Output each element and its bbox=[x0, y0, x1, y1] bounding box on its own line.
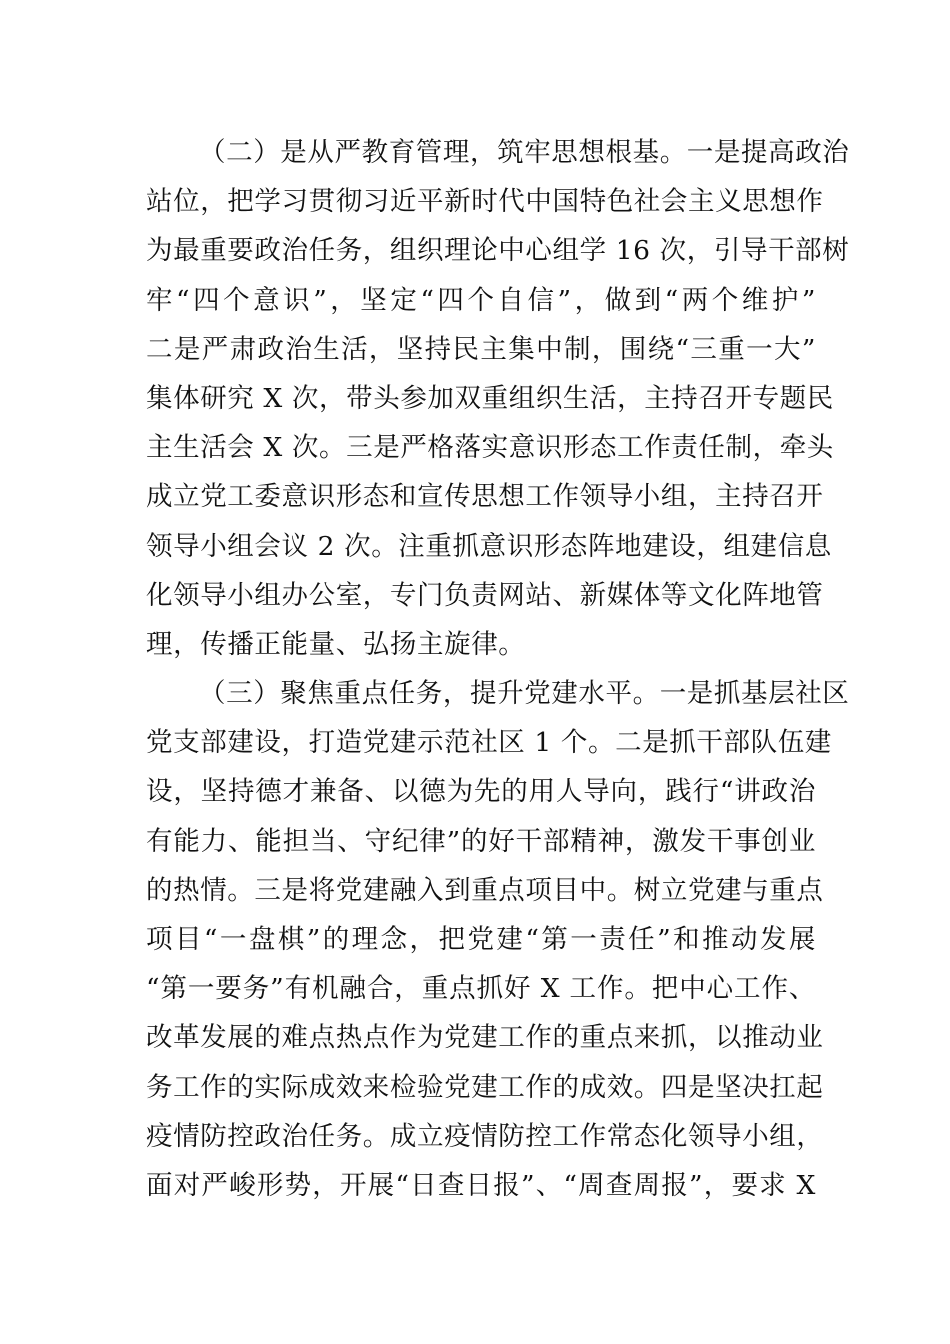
paragraph-first-line: （二）是从严教育管理，筑牢思想根基。一是提高政治 bbox=[199, 137, 850, 168]
paragraph-line: 面对严峻形势，开展“日查日报”、“周查周报”，要求 X bbox=[146, 1169, 816, 1201]
paragraph-line: 疫情防控政治任务。成立疫情防控工作常态化领导小组， bbox=[146, 1120, 824, 1152]
paragraph-line: 成立党工委意识形态和宣传思想工作领导小组，主持召开 bbox=[146, 481, 824, 513]
paragraph-line: 的热情。三是将党建融入到重点项目中。树立党建与重点 bbox=[146, 874, 824, 906]
paragraph-line: 为最重要政治任务，组织理论中心组学 16 次，引导干部树 bbox=[146, 235, 850, 267]
paragraph-line: 化领导小组办公室，专门负责网站、新媒体等文化阵地管 bbox=[146, 579, 824, 611]
paragraph-line: 主生活会 X 次。三是严格落实意识形态工作责任制，牵头 bbox=[146, 432, 834, 464]
paragraph-line: 理，传播正能量、弘扬主旋律。 bbox=[146, 628, 526, 660]
paragraph-line: 领导小组会议 2 次。注重抓意识形态阵地建设，组建信息 bbox=[146, 530, 832, 562]
paragraph-line: 集体研究 X 次，带头参加双重组织生活，主持召开专题民 bbox=[146, 382, 834, 414]
paragraph-line: 项目“一盘棋”的理念，把党建“第一责任”和推动发展 bbox=[146, 924, 816, 955]
paragraph-line: 改革发展的难点热点作为党建工作的重点来抓，以推动业 bbox=[146, 1022, 824, 1054]
paragraph-line: 务工作的实际成效来检验党建工作的成效。四是坚决扛起 bbox=[146, 1071, 824, 1103]
paragraph-line: “第一要务”有机融合，重点抓好 X 工作。把中心工作、 bbox=[146, 973, 816, 1005]
paragraph-first-line: （三）聚焦重点任务，提升党建水平。一是抓基层社区 bbox=[199, 678, 850, 710]
paragraph-line: 站位，把学习贯彻习近平新时代中国特色社会主义思想作 bbox=[146, 186, 824, 218]
document-body-text bbox=[146, 128, 850, 1210]
paragraph-line: 有能力、能担当、守纪律”的好干部精神，激发干事创业 bbox=[146, 825, 816, 857]
paragraph-line: 设，坚持德才兼备、以德为先的用人导向，践行“讲政治 bbox=[146, 776, 816, 808]
paragraph-line: 党支部建设，打造党建示范社区 1 个。二是抓干部队伍建 bbox=[146, 727, 832, 759]
paragraph-line: 牢“四个意识”，坚定“四个自信”，做到“两个维护” bbox=[146, 284, 816, 316]
paragraph-line: 二是严肃政治生活，坚持民主集中制，围绕“三重一大” bbox=[146, 333, 816, 365]
